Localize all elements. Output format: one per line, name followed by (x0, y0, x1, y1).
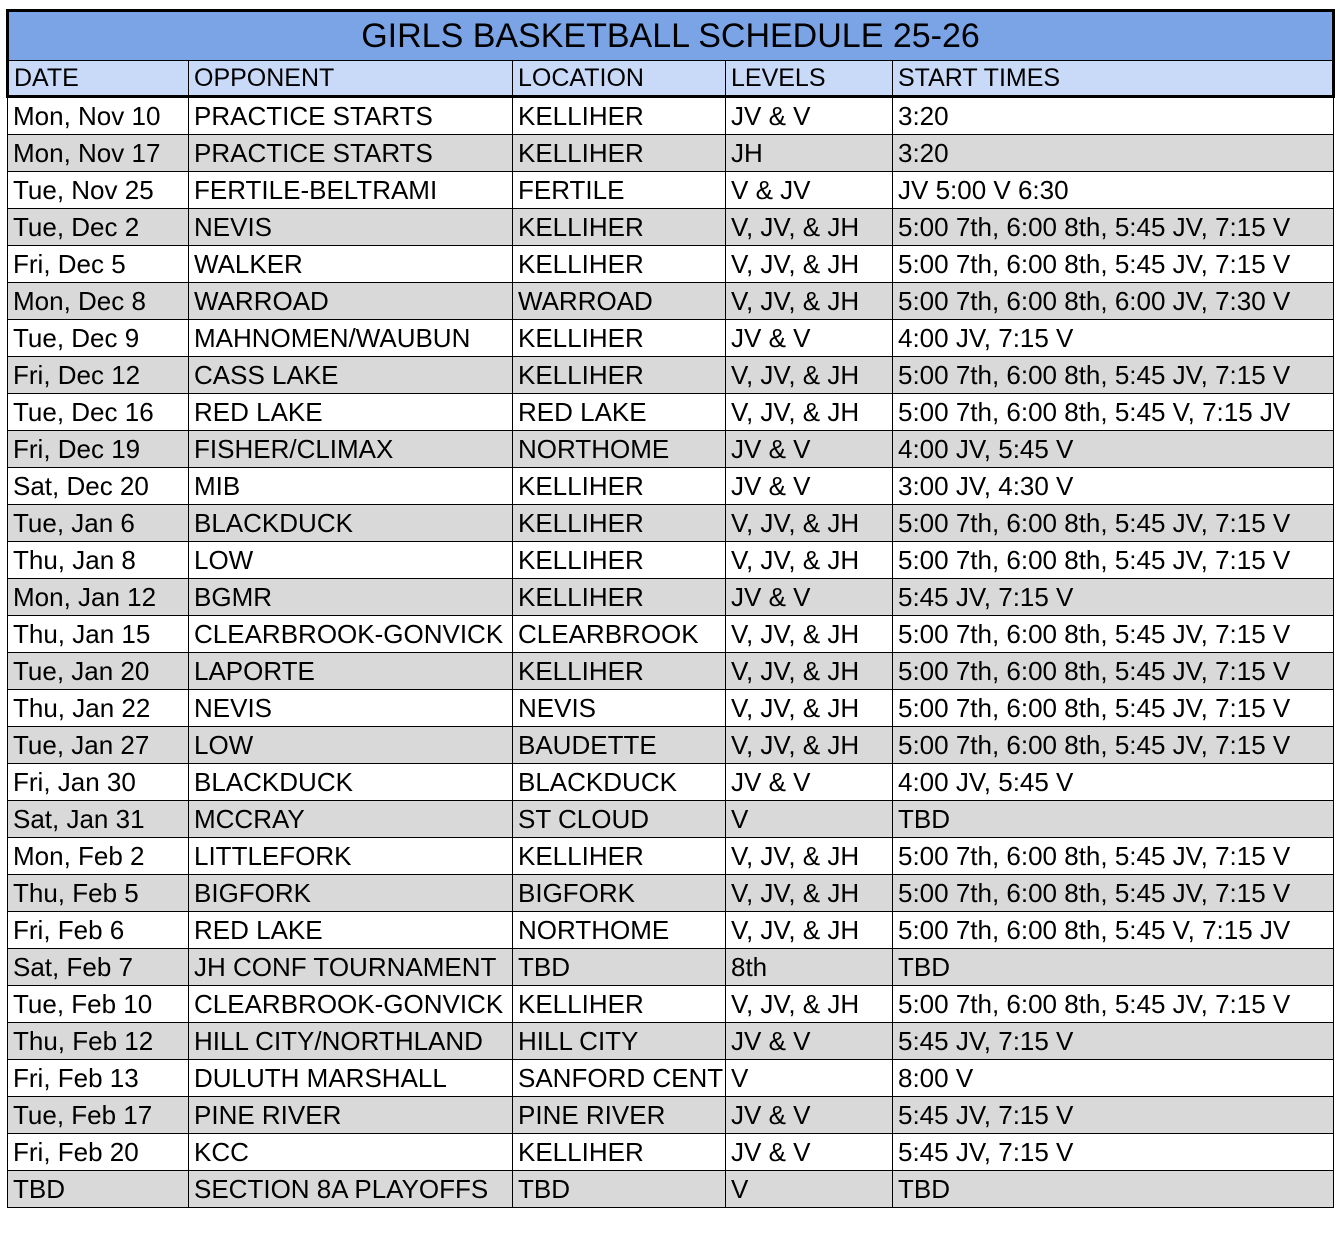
title-row (8, 11, 1334, 61)
date-cell: Tue, Dec 16 (8, 394, 189, 431)
location-cell: KELLIHER (513, 320, 726, 357)
opponent-cell: PRACTICE STARTS (189, 135, 513, 172)
opponent-cell: KCC (189, 1134, 513, 1171)
start-times-cell: 5:00 7th, 6:00 8th, 5:45 JV, 7:15 V (893, 357, 1334, 394)
location-cell: KELLIHER (513, 97, 726, 135)
levels-cell: JV & V (726, 468, 893, 505)
levels-cell: V (726, 801, 893, 838)
levels-cell: JV & V (726, 1023, 893, 1060)
date-cell: Fri, Jan 30 (8, 764, 189, 801)
start-times-cell: 5:00 7th, 6:00 8th, 5:45 JV, 7:15 V (893, 875, 1334, 912)
location-cell: TBD (513, 949, 726, 986)
table-row (8, 912, 1334, 949)
levels-cell: V, JV, & JH (726, 616, 893, 653)
location-cell: KELLIHER (513, 209, 726, 246)
header-opponent: OPPONENT (189, 61, 513, 97)
start-times-cell: 4:00 JV, 5:45 V (893, 764, 1334, 801)
table-row (8, 431, 1334, 468)
levels-cell: JV & V (726, 431, 893, 468)
location-cell: ST CLOUD (513, 801, 726, 838)
levels-cell: V, JV, & JH (726, 394, 893, 431)
opponent-cell: HILL CITY/NORTHLAND (189, 1023, 513, 1060)
opponent-cell: MIB (189, 468, 513, 505)
location-cell: CLEARBROOK (513, 616, 726, 653)
levels-cell: JV & V (726, 764, 893, 801)
date-cell: Thu, Jan 15 (8, 616, 189, 653)
date-cell: Fri, Dec 5 (8, 246, 189, 283)
header-levels: LEVELS (726, 61, 893, 97)
location-cell: NORTHOME (513, 431, 726, 468)
location-cell: KELLIHER (513, 1134, 726, 1171)
table-row (8, 357, 1334, 394)
start-times-cell: 5:45 JV, 7:15 V (893, 1134, 1334, 1171)
table-row (8, 542, 1334, 579)
table-row (8, 135, 1334, 172)
start-times-cell: 5:00 7th, 6:00 8th, 5:45 JV, 7:15 V (893, 246, 1334, 283)
levels-cell: JV & V (726, 1134, 893, 1171)
opponent-cell: LOW (189, 727, 513, 764)
start-times-cell: 5:00 7th, 6:00 8th, 5:45 JV, 7:15 V (893, 838, 1334, 875)
location-cell: KELLIHER (513, 246, 726, 283)
date-cell: Mon, Nov 17 (8, 135, 189, 172)
table-row (8, 838, 1334, 875)
opponent-cell: MCCRAY (189, 801, 513, 838)
opponent-cell: CASS LAKE (189, 357, 513, 394)
table-row (8, 1097, 1334, 1134)
date-cell: Tue, Dec 9 (8, 320, 189, 357)
levels-cell: V, JV, & JH (726, 912, 893, 949)
start-times-cell: 5:00 7th, 6:00 8th, 5:45 JV, 7:15 V (893, 986, 1334, 1023)
start-times-cell: 5:45 JV, 7:15 V (893, 579, 1334, 616)
date-cell: TBD (8, 1171, 189, 1208)
date-cell: Tue, Jan 6 (8, 505, 189, 542)
levels-cell: JV & V (726, 97, 893, 135)
opponent-cell: PINE RIVER (189, 1097, 513, 1134)
location-cell: NORTHOME (513, 912, 726, 949)
table-row (8, 690, 1334, 727)
start-times-cell: 3:20 (893, 97, 1334, 135)
start-times-cell: 3:00 JV, 4:30 V (893, 468, 1334, 505)
levels-cell: JV & V (726, 579, 893, 616)
opponent-cell: RED LAKE (189, 912, 513, 949)
header-start-times: START TIMES (893, 61, 1334, 97)
date-cell: Fri, Dec 12 (8, 357, 189, 394)
date-cell: Mon, Jan 12 (8, 579, 189, 616)
opponent-cell: FISHER/CLIMAX (189, 431, 513, 468)
location-cell: BLACKDUCK (513, 764, 726, 801)
date-cell: Sat, Jan 31 (8, 801, 189, 838)
opponent-cell: MAHNOMEN/WAUBUN (189, 320, 513, 357)
date-cell: Sat, Dec 20 (8, 468, 189, 505)
levels-cell: V, JV, & JH (726, 653, 893, 690)
opponent-cell: CLEARBROOK-GONVICK (189, 986, 513, 1023)
location-cell: HILL CITY (513, 1023, 726, 1060)
date-cell: Fri, Feb 20 (8, 1134, 189, 1171)
table-row (8, 209, 1334, 246)
start-times-cell: 5:00 7th, 6:00 8th, 5:45 V, 7:15 JV (893, 912, 1334, 949)
schedule-rows (8, 97, 1334, 1208)
table-row (8, 394, 1334, 431)
date-cell: Tue, Feb 10 (8, 986, 189, 1023)
levels-cell: V, JV, & JH (726, 209, 893, 246)
date-cell: Mon, Feb 2 (8, 838, 189, 875)
table-row (8, 283, 1334, 320)
date-cell: Thu, Jan 8 (8, 542, 189, 579)
opponent-cell: RED LAKE (189, 394, 513, 431)
levels-cell: V & JV (726, 172, 893, 209)
opponent-cell: SECTION 8A PLAYOFFS (189, 1171, 513, 1208)
location-cell: PINE RIVER (513, 1097, 726, 1134)
location-cell: KELLIHER (513, 468, 726, 505)
start-times-cell: 4:00 JV, 7:15 V (893, 320, 1334, 357)
opponent-cell: WARROAD (189, 283, 513, 320)
start-times-cell: TBD (893, 949, 1334, 986)
schedule-table (6, 9, 1335, 1208)
table-row (8, 1060, 1334, 1097)
start-times-cell: 5:00 7th, 6:00 8th, 5:45 JV, 7:15 V (893, 690, 1334, 727)
start-times-cell: 5:00 7th, 6:00 8th, 5:45 JV, 7:15 V (893, 542, 1334, 579)
levels-cell: V, JV, & JH (726, 690, 893, 727)
table-row (8, 468, 1334, 505)
location-cell: KELLIHER (513, 357, 726, 394)
location-cell: BIGFORK (513, 875, 726, 912)
start-times-cell: 5:00 7th, 6:00 8th, 6:00 JV, 7:30 V (893, 283, 1334, 320)
opponent-cell: LOW (189, 542, 513, 579)
opponent-cell: JH CONF TOURNAMENT (189, 949, 513, 986)
location-cell: KELLIHER (513, 986, 726, 1023)
table-row (8, 653, 1334, 690)
table-row (8, 246, 1334, 283)
opponent-cell: LITTLEFORK (189, 838, 513, 875)
date-cell: Tue, Dec 2 (8, 209, 189, 246)
start-times-cell: 5:45 JV, 7:15 V (893, 1097, 1334, 1134)
levels-cell: V (726, 1171, 893, 1208)
opponent-cell: DULUTH MARSHALL (189, 1060, 513, 1097)
date-cell: Thu, Feb 12 (8, 1023, 189, 1060)
table-row (8, 727, 1334, 764)
start-times-cell: 5:00 7th, 6:00 8th, 5:45 JV, 7:15 V (893, 505, 1334, 542)
location-cell: RED LAKE (513, 394, 726, 431)
table-row (8, 1134, 1334, 1171)
location-cell: FERTILE (513, 172, 726, 209)
location-cell: TBD (513, 1171, 726, 1208)
opponent-cell: CLEARBROOK-GONVICK (189, 616, 513, 653)
opponent-cell: PRACTICE STARTS (189, 97, 513, 135)
start-times-cell: 5:45 JV, 7:15 V (893, 1023, 1334, 1060)
levels-cell: V, JV, & JH (726, 283, 893, 320)
start-times-cell: 5:00 7th, 6:00 8th, 5:45 JV, 7:15 V (893, 616, 1334, 653)
table-row (8, 764, 1334, 801)
location-cell: SANFORD CENT (513, 1060, 726, 1097)
levels-cell: V (726, 1060, 893, 1097)
start-times-cell: 8:00 V (893, 1060, 1334, 1097)
table-row (8, 986, 1334, 1023)
opponent-cell: BLACKDUCK (189, 505, 513, 542)
opponent-cell: BIGFORK (189, 875, 513, 912)
table-row (8, 320, 1334, 357)
location-cell: BAUDETTE (513, 727, 726, 764)
opponent-cell: BLACKDUCK (189, 764, 513, 801)
levels-cell: V, JV, & JH (726, 246, 893, 283)
opponent-cell: BGMR (189, 579, 513, 616)
location-cell: KELLIHER (513, 135, 726, 172)
start-times-cell: TBD (893, 801, 1334, 838)
date-cell: Sat, Feb 7 (8, 949, 189, 986)
levels-cell: V, JV, & JH (726, 986, 893, 1023)
date-cell: Thu, Feb 5 (8, 875, 189, 912)
location-cell: KELLIHER (513, 838, 726, 875)
date-cell: Fri, Dec 19 (8, 431, 189, 468)
date-cell: Thu, Jan 22 (8, 690, 189, 727)
start-times-cell: 4:00 JV, 5:45 V (893, 431, 1334, 468)
date-cell: Mon, Nov 10 (8, 97, 189, 135)
table-row (8, 505, 1334, 542)
table-row (8, 801, 1334, 838)
location-cell: KELLIHER (513, 505, 726, 542)
table-row (8, 172, 1334, 209)
location-cell: KELLIHER (513, 542, 726, 579)
table-row (8, 579, 1334, 616)
levels-cell: 8th (726, 949, 893, 986)
table-row (8, 1023, 1334, 1060)
levels-cell: JV & V (726, 320, 893, 357)
levels-cell: V, JV, & JH (726, 727, 893, 764)
date-cell: Tue, Nov 25 (8, 172, 189, 209)
date-cell: Tue, Jan 27 (8, 727, 189, 764)
opponent-cell: NEVIS (189, 209, 513, 246)
date-cell: Mon, Dec 8 (8, 283, 189, 320)
start-times-cell: 3:20 (893, 135, 1334, 172)
table-row (8, 1171, 1334, 1208)
levels-cell: V, JV, & JH (726, 542, 893, 579)
header-row (8, 61, 1334, 97)
table-row (8, 616, 1334, 653)
header-date: DATE (8, 61, 189, 97)
header-location: LOCATION (513, 61, 726, 97)
opponent-cell: NEVIS (189, 690, 513, 727)
date-cell: Tue, Jan 20 (8, 653, 189, 690)
date-cell: Tue, Feb 17 (8, 1097, 189, 1134)
levels-cell: JV & V (726, 1097, 893, 1134)
levels-cell: V, JV, & JH (726, 357, 893, 394)
start-times-cell: TBD (893, 1171, 1334, 1208)
table-row (8, 875, 1334, 912)
levels-cell: JH (726, 135, 893, 172)
date-cell: Fri, Feb 13 (8, 1060, 189, 1097)
start-times-cell: 5:00 7th, 6:00 8th, 5:45 JV, 7:15 V (893, 653, 1334, 690)
levels-cell: V, JV, & JH (726, 838, 893, 875)
table-row (8, 97, 1334, 135)
levels-cell: V, JV, & JH (726, 875, 893, 912)
location-cell: NEVIS (513, 690, 726, 727)
opponent-cell: LAPORTE (189, 653, 513, 690)
levels-cell: V, JV, & JH (726, 505, 893, 542)
location-cell: KELLIHER (513, 653, 726, 690)
start-times-cell: 5:00 7th, 6:00 8th, 5:45 V, 7:15 JV (893, 394, 1334, 431)
location-cell: KELLIHER (513, 579, 726, 616)
date-cell: Fri, Feb 6 (8, 912, 189, 949)
location-cell: WARROAD (513, 283, 726, 320)
start-times-cell: 5:00 7th, 6:00 8th, 5:45 JV, 7:15 V (893, 727, 1334, 764)
table-row (8, 949, 1334, 986)
opponent-cell: FERTILE-BELTRAMI (189, 172, 513, 209)
opponent-cell: WALKER (189, 246, 513, 283)
schedule-title: GIRLS BASKETBALL SCHEDULE 25-26 (8, 11, 1334, 61)
start-times-cell: 5:00 7th, 6:00 8th, 5:45 JV, 7:15 V (893, 209, 1334, 246)
start-times-cell: JV 5:00 V 6:30 (893, 172, 1334, 209)
